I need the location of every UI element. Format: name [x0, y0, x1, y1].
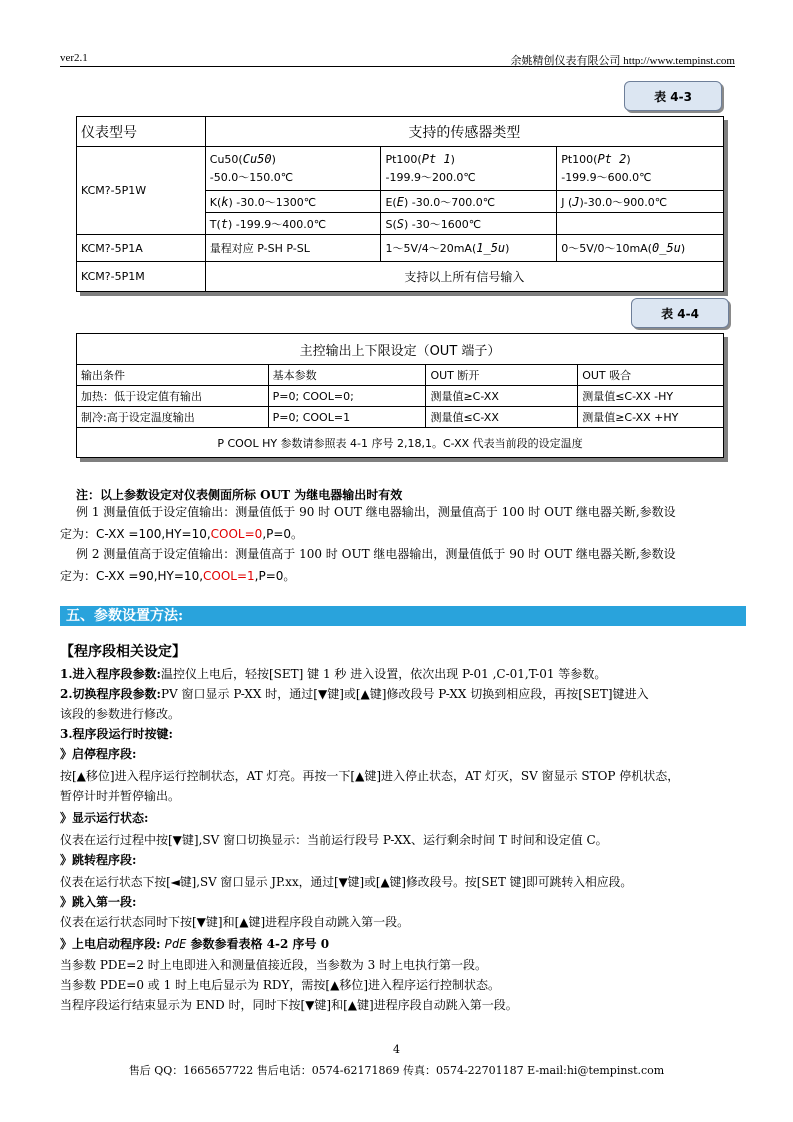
step-2-cont: 该段的参数进行修改。 [60, 707, 181, 721]
header-divider [60, 66, 735, 67]
example-1-line-2: 定为：C-XX =100,HY=10,COOL=0,P=0。 [60, 527, 304, 541]
display-status-text: 仪表在运行过程中按[▼键],SV 窗口切换显示：当前运行段号 P-XX、运行剩余时间 T 时间和设定值 C。 [60, 833, 608, 847]
start-stop-text-2: 暂停计时并暂停输出。 [60, 789, 181, 803]
power-on-text-3: 当程序段运行结束显示为 END 时，同时下按[▼键]和[▲键]进程序段自动跳入第一段。 [60, 998, 518, 1012]
cell-empty [557, 213, 724, 235]
out-table-title: 主控输出上下限设定（OUT 端子） [77, 334, 724, 365]
jump-segment-text: 仪表在运行状态下按[◄键],SV 窗口显示 JP.xx，通过[▼键]或[▲键]修改段号。按[SET 键]即可跳转入相应段。 [60, 875, 633, 889]
heating-off: 测量值≥C-XX [426, 386, 578, 407]
start-stop-text-1: 按[▲移位]进入程序运行控制状态，AT 灯亮。再按一下[▲键]进入停止状态，AT 灯灭，SV 窗显示 STOP 停机状态， [60, 769, 680, 783]
cell-0-5v: 0～5V/0～10mA(0_5u) [557, 235, 724, 262]
contact-footer: 售后 QQ：1665657722 售后电话：0574-62171869 传真：0574-22701187 E-mail:hi@tempinst.com [128, 1064, 665, 1077]
step-3: 3.程序段运行时按键: [60, 727, 173, 741]
cooling-condition: 制冷:高于设定温度输出 [77, 407, 269, 428]
version-label: ver2.1 [60, 52, 88, 64]
table-4-4-tag: 表 4-4 [631, 298, 729, 328]
out-limit-table [76, 333, 724, 458]
cell-pt100-2: Pt100(Pt 2) -199.9～600.0℃ [557, 147, 724, 191]
step-1: 1.进入程序段参数:温控仪上电后，轻按[SET] 键 1 秒 进入设置，依次出现 P-01 ,C-01,T-01 等参数。 [60, 667, 607, 681]
col-out-off: OUT 断开 [426, 365, 578, 386]
example-2-line-2: 定为：C-XX =90,HY=10,COOL=1,P=0。 [60, 569, 296, 583]
model-kcm-5p1w: KCM?-5P1W [77, 147, 206, 235]
power-on-heading: 》上电启动程序段: PdE 参数参看表格 4-2 序号 0 [60, 937, 330, 951]
cell-s: S(S) -30～1600℃ [381, 213, 557, 235]
cooling-param: P=0; COOL=1 [268, 407, 426, 428]
sensor-type-table [76, 116, 724, 292]
note-title: 注：以上参数设定对仪表侧面所标 OUT 为继电器输出时有效 [76, 488, 403, 502]
heating-condition: 加热：低于设定值有输出 [77, 386, 269, 407]
cell-1-5v: 1～5V/4～20mA(1_5u) [381, 235, 557, 262]
jump-segment-heading: 》跳转程序段: [60, 853, 137, 867]
cooling-off: 测量值≤C-XX [426, 407, 578, 428]
heating-param: P=0; COOL=0; [268, 386, 426, 407]
power-on-text-1: 当参数 PDE=2 时上电即进入和测量值接近段，当参数为 3 时上电执行第一段。 [60, 958, 488, 972]
power-on-text-2: 当参数 PDE=0 或 1 时上电后显示为 RDY，需按[▲移位]进入程序运行控制状态。 [60, 978, 501, 992]
cell-k: K(k) -30.0～1300℃ [205, 191, 381, 213]
example-2-line-1: 例 2 测量值高于设定值输出：测量值高于 100 时 OUT 继电器输出，测量值低于 90 时 OUT 继电器关断,参数设 [76, 547, 676, 561]
model-kcm-5p1m: KCM?-5P1M [77, 262, 206, 292]
start-stop-heading: 》启停程序段: [60, 747, 137, 761]
cell-all-signals: 支持以上所有信号输入 [205, 262, 723, 292]
cell-j: J (J)-30.0～900.0℃ [557, 191, 724, 213]
col-out-on: OUT 吸合 [578, 365, 724, 386]
example-1-line-1: 例 1 测量值低于设定值输出：测量值低于 90 时 OUT 继电器输出，测量值高于 100 时 OUT 继电器关断,参数设 [76, 505, 676, 519]
section-heading: 五、参数设置方法: [60, 606, 746, 626]
model-header: 仪表型号 [77, 117, 206, 147]
step-2: 2.切换程序段参数:PV 窗口显示 P-XX 时，通过[▼键]或[▲键]修改段号 P-XX 切换到相应段，再按[SET]键进入 [60, 687, 649, 701]
col-basic-param: 基本参数 [268, 365, 426, 386]
cooling-on: 测量值≥C-XX +HY [578, 407, 724, 428]
col-condition: 输出条件 [77, 365, 269, 386]
heating-on: 测量值≤C-XX -HY [578, 386, 724, 407]
out-table-footer: P COOL HY 参数请参照表 4-1 序号 2,18,1。C-XX 代表当前段的设定温度 [77, 428, 724, 458]
table-4-3-tag: 表 4-3 [624, 81, 722, 111]
cell-cu50: Cu50(Cu50) -50.0～150.0℃ [205, 147, 381, 191]
first-segment-heading: 》跳入第一段: [60, 895, 137, 909]
cell-range-map: 量程对应 P-SH P-SL [205, 235, 381, 262]
display-status-heading: 》显示运行状态: [60, 811, 149, 825]
sensor-header: 支持的传感器类型 [205, 117, 723, 147]
company-header: 余姚精创仪表有限公司 http://www.tempinst.com [510, 55, 735, 67]
model-kcm-5p1a: KCM?-5P1A [77, 235, 206, 262]
cell-e: E(E) -30.0～700.0℃ [381, 191, 557, 213]
cell-pt100-1: Pt100(Pt 1) -199.9～200.0℃ [381, 147, 557, 191]
page-number: 4 [393, 1043, 400, 1056]
cell-t: T(t) -199.9～400.0℃ [205, 213, 381, 235]
program-subheading: 【程序段相关设定】 [60, 644, 186, 660]
first-segment-text: 仪表在运行状态同时下按[▼键]和[▲键]进程序段自动跳入第一段。 [60, 915, 410, 929]
